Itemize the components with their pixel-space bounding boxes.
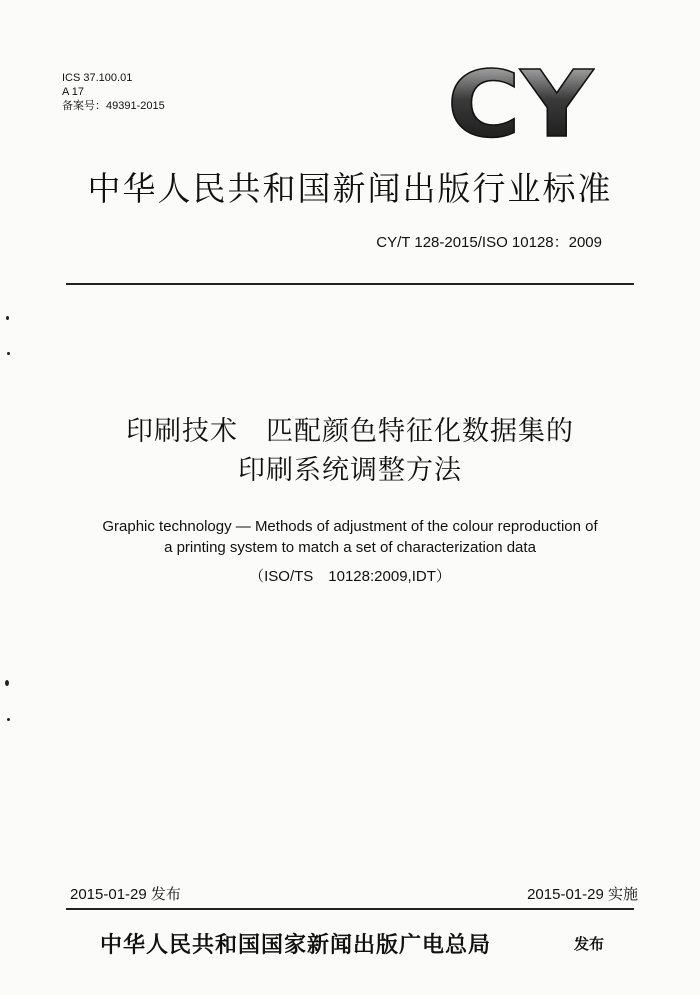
filing-number: 备案号：49391-2015 bbox=[62, 100, 165, 112]
iso-equivalence: （ISO/TS 10128:2009,IDT） bbox=[249, 568, 451, 585]
cy-logo bbox=[445, 60, 595, 140]
classification-code: A 17 bbox=[62, 86, 85, 98]
header-divider bbox=[66, 283, 634, 285]
scan-speck bbox=[7, 352, 10, 355]
logo-text: CY bbox=[447, 60, 595, 140]
standard-metadata bbox=[62, 71, 165, 113]
english-title-line-1: Graphic technology — Methods of adjustment of the colour reproduction of bbox=[102, 518, 598, 535]
implementation-date: 2015-01-29 实施 bbox=[527, 886, 638, 903]
footer-divider bbox=[66, 908, 634, 910]
standard-number: CY/T 128-2015/ISO 10128：2009 bbox=[376, 234, 602, 251]
issuing-standard-category: 中华人民共和国新闻出版行业标准 bbox=[87, 169, 613, 208]
scan-speck bbox=[5, 680, 9, 686]
chinese-title-line-1: 印刷技术 匹配颜色特征化数据集的 bbox=[126, 416, 574, 447]
publish-label: 发布 bbox=[574, 935, 605, 953]
english-title-line-2: a printing system to match a set of characterization data bbox=[164, 539, 536, 556]
ics-code: ICS 37.100.01 bbox=[62, 72, 133, 84]
publisher-name: 中华人民共和国国家新闻出版广电总局 bbox=[100, 932, 492, 958]
scan-speck bbox=[7, 718, 10, 721]
chinese-title-line-2: 印刷系统调整方法 bbox=[238, 455, 462, 486]
issue-date: 2015-01-29 发布 bbox=[70, 886, 181, 903]
scan-speck bbox=[6, 316, 9, 320]
